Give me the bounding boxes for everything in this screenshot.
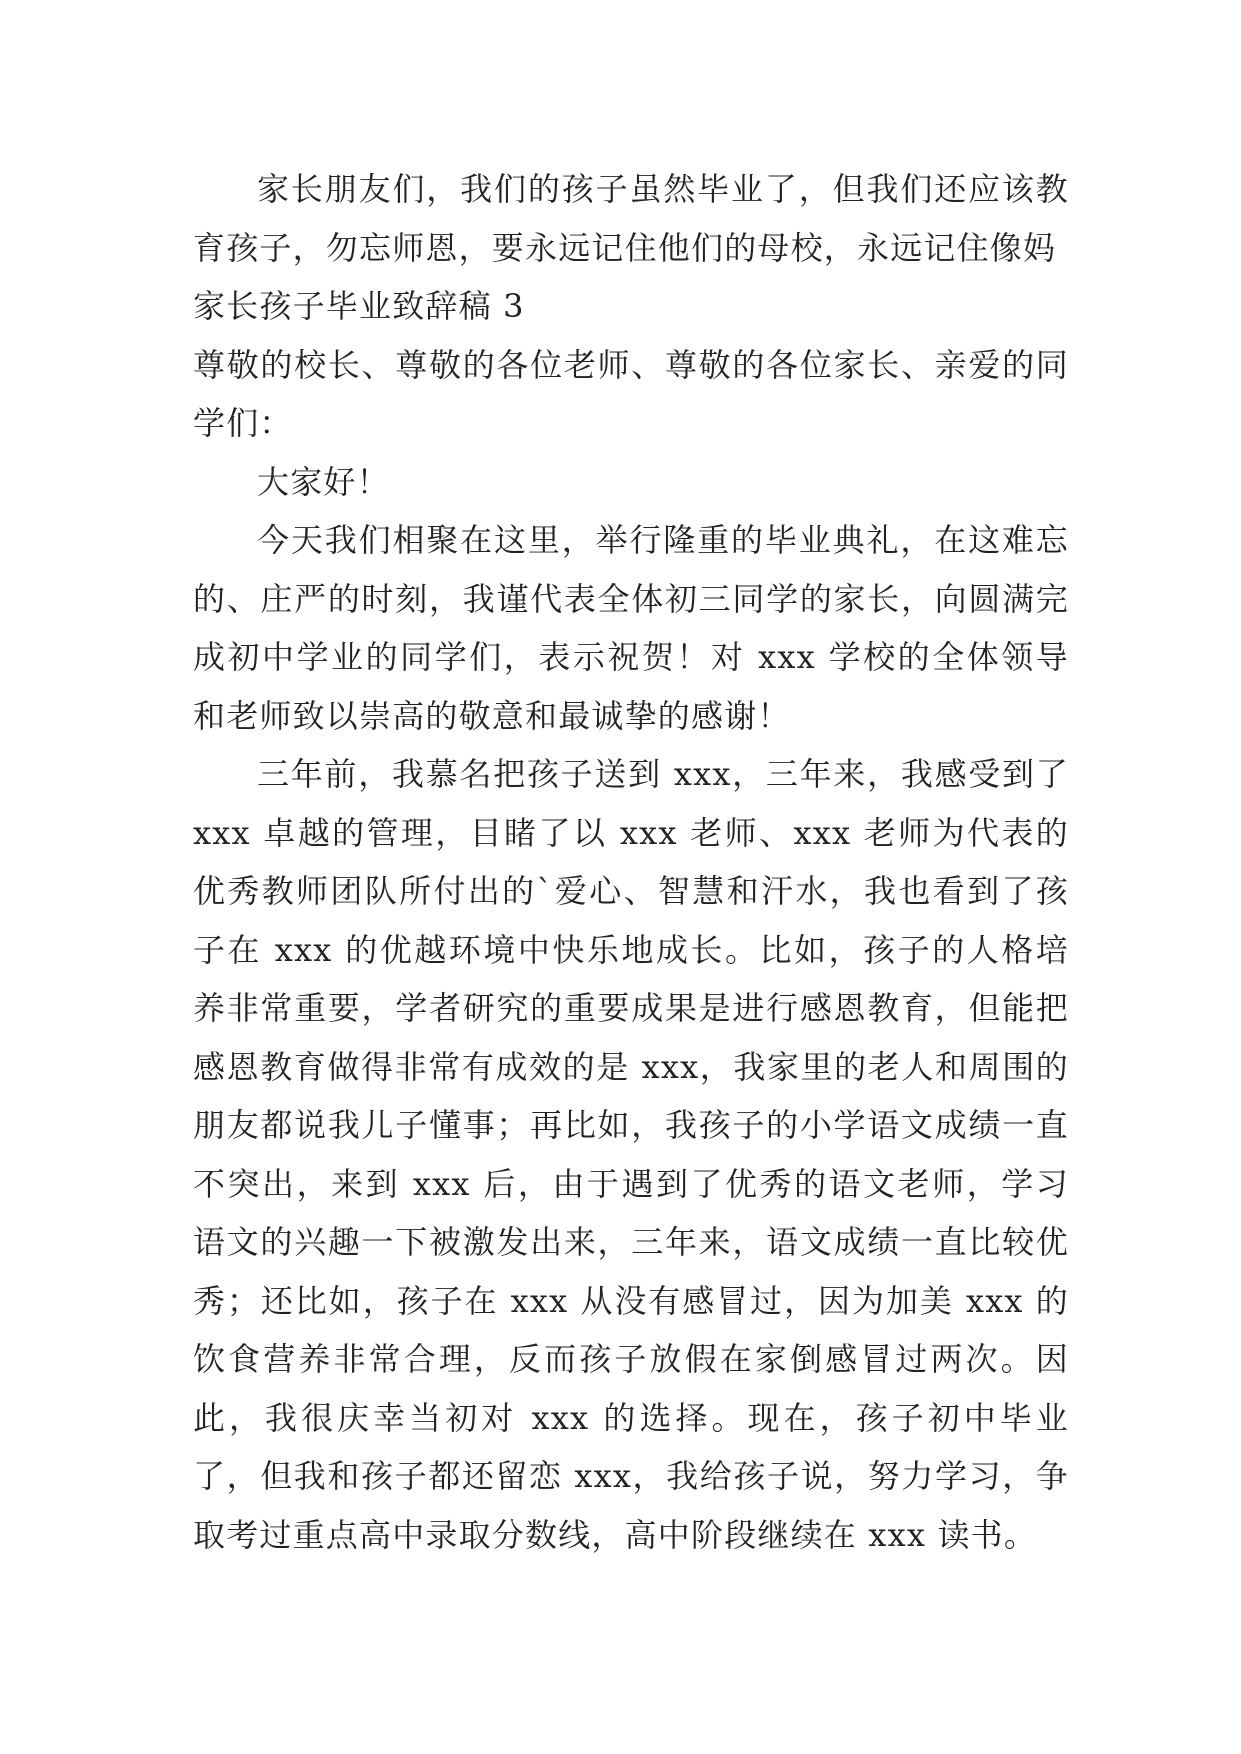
- salutation: 尊敬的校长、尊敬的各位老师、尊敬的各位家长、亲爱的同学们：: [193, 345, 1069, 442]
- greeting: 大家好！: [257, 462, 390, 501]
- section-heading: 家长孩子毕业致辞稿 3: [193, 287, 525, 325]
- paragraph-three-years: 三年前，我慕名把孩子送到 xxx，三年来，我感受到了 xxx 卓越的管理，目睹了以 xxx 老师、xxx 老师为代表的优秀教师团队所付出的`爱心、智慧和汗水，我也看到了孩子在 xxx 的优越环境中快乐地成长。比如，孩子的人格培养非常重要，学者研究的重要成果是进行感恩教育，但能把感恩教育做得非常有成效的是 xxx，我家里的老人和周围的朋友都说我儿子懂事；再比如，我孩子的小学语文成绩一直不突出，来到 xxx 后，由于遇到了优秀的语文老师，学习语文的兴趣一下被激发出来，三年来，语文成绩一直比较优秀；还比如，孩子在 xxx 从没有感冒过，因为加美 xxx 的饮食营养非常合理，反而孩子放假在家倒感冒过两次。因此，我很庆幸当初对 xxx 的选择。现在，孩子初中毕业了，但我和孩子都还留恋 xxx，我给孩子说，努力学习，争取考过重点高中录取分数线，高中阶段继续在 xxx 读书。: [193, 755, 1069, 1554]
- paragraph-congratulations: 今天我们相聚在这里，举行隆重的毕业典礼，在这难忘的、庄严的时刻，我谨代表全体初三同学的家长，向圆满完成初中学业的同学们，表示祝贺！对 xxx 学校的全体领导和老师致以崇高的敬意和最诚挚的感谢！: [193, 521, 1069, 735]
- document-body: [193, 160, 1069, 1564]
- paragraph-closing-fragment: 家长朋友们，我们的孩子虽然毕业了，但我们还应该教育孩子，勿忘师恩，要永远记住他们的母校，永远记住像妈: [193, 170, 1069, 267]
